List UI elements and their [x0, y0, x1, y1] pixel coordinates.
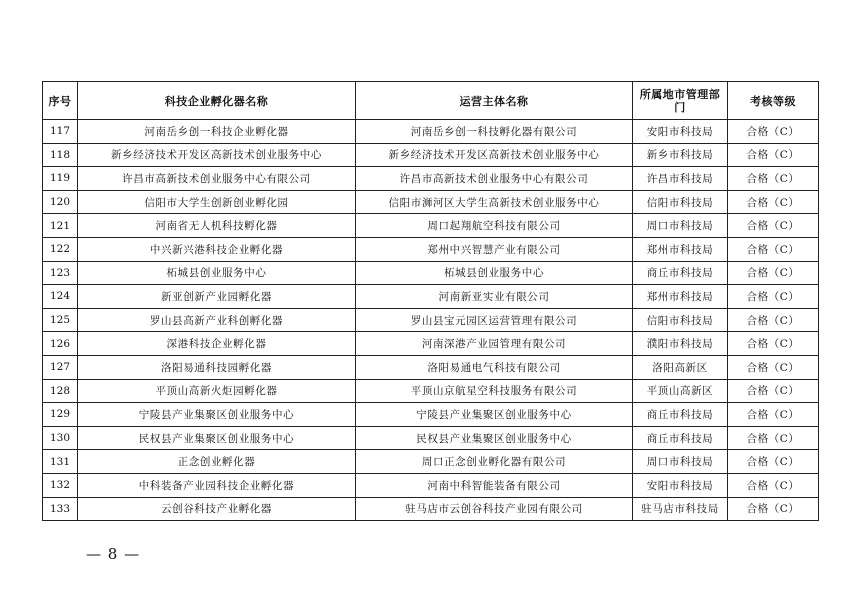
cell-operator-name: 宁陵县产业集聚区创业服务中心	[356, 403, 633, 427]
table-row	[43, 473, 819, 497]
cell-managing-authority: 周口市科技局	[633, 450, 728, 474]
cell-incubator-name: 信阳市大学生创新创业孵化园	[78, 190, 356, 214]
header-operator-name: 运营主体名称	[356, 82, 633, 120]
cell-managing-authority: 信阳市科技局	[633, 190, 728, 214]
table-body	[43, 120, 819, 521]
cell-operator-name: 周口正念创业孵化器有限公司	[356, 450, 633, 474]
page-number: — 8 —	[86, 545, 141, 563]
cell-serial-number: 123	[43, 261, 78, 285]
cell-managing-authority: 商丘市科技局	[633, 426, 728, 450]
cell-assessment-grade: 合格（C）	[728, 332, 819, 356]
cell-managing-authority: 新乡市科技局	[633, 143, 728, 167]
cell-assessment-grade: 合格（C）	[728, 190, 819, 214]
table-row	[43, 403, 819, 427]
header-assessment-grade: 考核等级	[728, 82, 819, 120]
cell-operator-name: 郑州中兴智慧产业有限公司	[356, 237, 633, 261]
cell-operator-name: 河南新亚实业有限公司	[356, 285, 633, 309]
cell-managing-authority: 濮阳市科技局	[633, 332, 728, 356]
cell-serial-number: 131	[43, 450, 78, 474]
cell-operator-name: 平顶山京航星空科技服务有限公司	[356, 379, 633, 403]
cell-operator-name: 河南中科智能装备有限公司	[356, 473, 633, 497]
cell-incubator-name: 宁陵县产业集聚区创业服务中心	[78, 403, 356, 427]
cell-serial-number: 119	[43, 167, 78, 191]
table-row	[43, 308, 819, 332]
cell-operator-name: 周口起翔航空科技有限公司	[356, 214, 633, 238]
cell-assessment-grade: 合格（C）	[728, 120, 819, 144]
cell-operator-name: 信阳市浉河区大学生高新技术创业服务中心	[356, 190, 633, 214]
cell-serial-number: 118	[43, 143, 78, 167]
cell-operator-name: 新乡经济技术开发区高新技术创业服务中心	[356, 143, 633, 167]
table-row	[43, 379, 819, 403]
cell-incubator-name: 新亚创新产业园孵化器	[78, 285, 356, 309]
cell-managing-authority: 驻马店市科技局	[633, 497, 728, 521]
cell-operator-name: 河南岳乡创一科技孵化器有限公司	[356, 120, 633, 144]
cell-serial-number: 126	[43, 332, 78, 356]
cell-assessment-grade: 合格（C）	[728, 497, 819, 521]
cell-operator-name: 民权县产业集聚区创业服务中心	[356, 426, 633, 450]
cell-incubator-name: 平顶山高新火炬园孵化器	[78, 379, 356, 403]
table-row	[43, 285, 819, 309]
cell-operator-name: 洛阳易通电气科技有限公司	[356, 355, 633, 379]
cell-serial-number: 130	[43, 426, 78, 450]
cell-managing-authority: 郑州市科技局	[633, 285, 728, 309]
cell-serial-number: 132	[43, 473, 78, 497]
cell-incubator-name: 河南岳乡创一科技企业孵化器	[78, 120, 356, 144]
incubator-table	[42, 81, 819, 521]
cell-incubator-name: 新乡经济技术开发区高新技术创业服务中心	[78, 143, 356, 167]
cell-incubator-name: 柘城县创业服务中心	[78, 261, 356, 285]
cell-managing-authority: 商丘市科技局	[633, 403, 728, 427]
header-row	[43, 82, 819, 120]
cell-serial-number: 125	[43, 308, 78, 332]
cell-operator-name: 许昌市高新技术创业服务中心有限公司	[356, 167, 633, 191]
cell-serial-number: 122	[43, 237, 78, 261]
cell-serial-number: 127	[43, 355, 78, 379]
cell-assessment-grade: 合格（C）	[728, 308, 819, 332]
cell-managing-authority: 许昌市科技局	[633, 167, 728, 191]
table-row	[43, 120, 819, 144]
cell-operator-name: 驻马店市云创谷科技产业园有限公司	[356, 497, 633, 521]
cell-assessment-grade: 合格（C）	[728, 285, 819, 309]
table-row	[43, 214, 819, 238]
cell-assessment-grade: 合格（C）	[728, 143, 819, 167]
cell-operator-name: 罗山县宝元园区运营管理有限公司	[356, 308, 633, 332]
cell-incubator-name: 中科装备产业园科技企业孵化器	[78, 473, 356, 497]
cell-assessment-grade: 合格（C）	[728, 379, 819, 403]
cell-managing-authority: 安阳市科技局	[633, 120, 728, 144]
table-row	[43, 167, 819, 191]
header-managing-authority: 所属地市管理部门	[633, 82, 728, 120]
cell-serial-number: 133	[43, 497, 78, 521]
cell-incubator-name: 洛阳易通科技园孵化器	[78, 355, 356, 379]
table-header	[43, 82, 819, 120]
cell-serial-number: 129	[43, 403, 78, 427]
cell-serial-number: 117	[43, 120, 78, 144]
cell-incubator-name: 罗山县高新产业科创孵化器	[78, 308, 356, 332]
header-incubator-name: 科技企业孵化器名称	[78, 82, 356, 120]
cell-managing-authority: 洛阳高新区	[633, 355, 728, 379]
cell-assessment-grade: 合格（C）	[728, 403, 819, 427]
cell-managing-authority: 郑州市科技局	[633, 237, 728, 261]
cell-incubator-name: 中兴新兴港科技企业孵化器	[78, 237, 356, 261]
cell-managing-authority: 信阳市科技局	[633, 308, 728, 332]
cell-assessment-grade: 合格（C）	[728, 237, 819, 261]
table-row	[43, 261, 819, 285]
table-row	[43, 426, 819, 450]
cell-assessment-grade: 合格（C）	[728, 426, 819, 450]
cell-assessment-grade: 合格（C）	[728, 355, 819, 379]
cell-serial-number: 124	[43, 285, 78, 309]
cell-incubator-name: 许昌市高新技术创业服务中心有限公司	[78, 167, 356, 191]
table-row	[43, 450, 819, 474]
cell-incubator-name: 民权县产业集聚区创业服务中心	[78, 426, 356, 450]
cell-incubator-name: 云创谷科技产业孵化器	[78, 497, 356, 521]
cell-serial-number: 121	[43, 214, 78, 238]
cell-operator-name: 柘城县创业服务中心	[356, 261, 633, 285]
cell-managing-authority: 周口市科技局	[633, 214, 728, 238]
table-row	[43, 497, 819, 521]
cell-managing-authority: 平顶山高新区	[633, 379, 728, 403]
cell-assessment-grade: 合格（C）	[728, 214, 819, 238]
cell-incubator-name: 深港科技企业孵化器	[78, 332, 356, 356]
cell-assessment-grade: 合格（C）	[728, 450, 819, 474]
table-row	[43, 332, 819, 356]
cell-managing-authority: 商丘市科技局	[633, 261, 728, 285]
cell-incubator-name: 正念创业孵化器	[78, 450, 356, 474]
table-row	[43, 143, 819, 167]
cell-assessment-grade: 合格（C）	[728, 473, 819, 497]
cell-assessment-grade: 合格（C）	[728, 167, 819, 191]
table-row	[43, 190, 819, 214]
table-row	[43, 237, 819, 261]
cell-assessment-grade: 合格（C）	[728, 261, 819, 285]
table-row	[43, 355, 819, 379]
header-serial-number: 序号	[43, 82, 78, 120]
cell-serial-number: 120	[43, 190, 78, 214]
cell-managing-authority: 安阳市科技局	[633, 473, 728, 497]
cell-serial-number: 128	[43, 379, 78, 403]
cell-operator-name: 河南深港产业园管理有限公司	[356, 332, 633, 356]
cell-incubator-name: 河南省无人机科技孵化器	[78, 214, 356, 238]
